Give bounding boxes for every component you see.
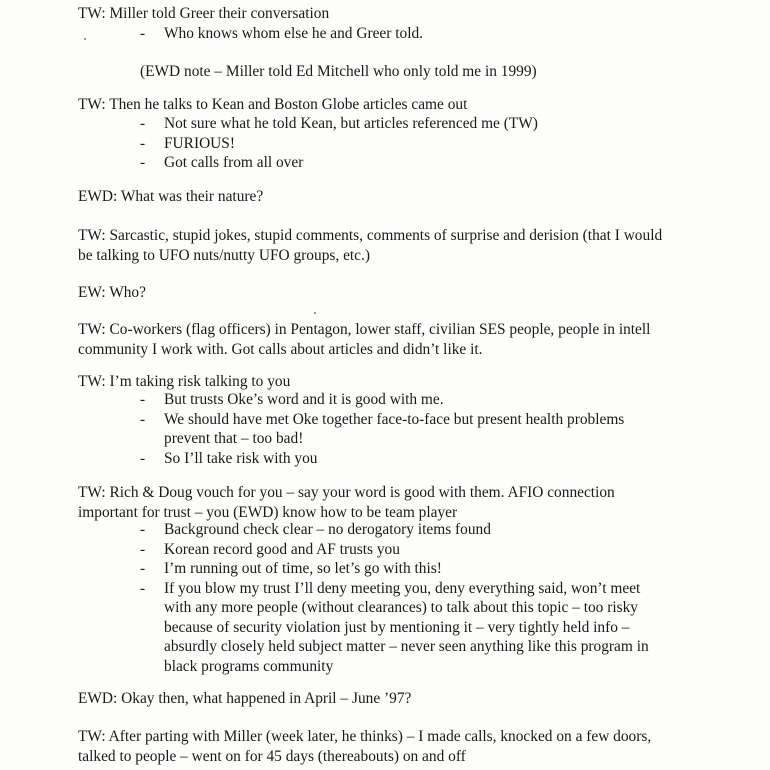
paragraph-1-bullets [140,24,670,44]
paragraph-9: EWD: Okay then, what happened in April – June ’97? [78,690,412,707]
paragraph-3: EWD: What was their nature? [78,188,264,205]
bullet-item: - I’m running out of time, so let’s go with this! [140,560,442,577]
bullet-item: - We should have met Oke together face-to-face but present health problems prevent that – too bad! [140,410,625,447]
bullet-dash: - [140,560,146,577]
bullet-dash: - [140,25,146,42]
paragraph-1-heading: TW: Miller told Greer their conversation [78,5,330,22]
scan-speck [84,38,86,40]
bullet-item: - Background check clear – no derogatory items found [140,521,491,538]
bullet-dash: - [140,579,146,597]
bullet-dash: - [140,540,146,558]
bullet-dash: - [140,410,146,428]
bullet-item: - So I’ll take risk with you [140,449,318,467]
paragraph-10: TW: After parting with Miller (week later, he thinks) – I made calls, knocked on a few doors, talked to people – went on for 45 days (thereabouts) on and off [78,728,652,765]
bullet-item: - Who knows whom else he and Greer told. [140,25,424,42]
paragraph-4: TW: Sarcastic, stupid jokes, stupid comments, comments of surprise and derision (that I would be talking to UFO nuts/nutty UFO groups, etc.) [78,227,663,264]
ewd-note: (EWD note – Miller told Ed Mitchell who only told me in 1999) [140,63,537,80]
bullet-item: - Korean record good and AF trusts you [140,540,400,558]
bullet-dash: - [140,391,146,408]
paragraph-8-heading: TW: Rich & Doug vouch for you – say your word is good with them. AFIO connection important for trust – you (EWD) know how to be team player [78,484,615,521]
bullet-dash: - [140,134,146,152]
paragraph-8-bullets [140,520,670,676]
bullet-item: - Not sure what he told Kean, but articles referenced me (TW) [140,115,538,132]
paragraph-2-heading: TW: Then he talks to Kean and Boston Globe articles came out [78,96,468,113]
bullet-item: - If you blow my trust I’ll deny meeting you, deny everything said, won’t meet with any more people (without clearances) to talk about this topic – too risky because of security violation just by mentioning it – very tightly held info – absurdly closely held subject matter – never seen anything like this program in black programs community [140,579,649,675]
paragraph-7-heading: TW: I’m taking risk talking to you [78,373,291,390]
paragraph-6: TW: Co-workers (flag officers) in Pentagon, lower staff, civilian SES people, people in intell community I work with. Got calls about articles and didn’t like it. [78,321,651,358]
bullet-dash: - [140,154,146,171]
bullet-dash: - [140,449,146,467]
paragraph-5: EW: Who? [78,284,146,301]
bullet-dash: - [140,115,146,132]
paragraph-2-bullets [140,114,670,173]
scan-speck [314,312,316,314]
bullet-item: - Got calls from all over [140,154,304,171]
bullet-dash: - [140,521,146,538]
bullet-item: - FURIOUS! [140,134,235,152]
paragraph-7-bullets [140,390,670,468]
bullet-item: - But trusts Oke’s word and it is good with me. [140,391,444,408]
